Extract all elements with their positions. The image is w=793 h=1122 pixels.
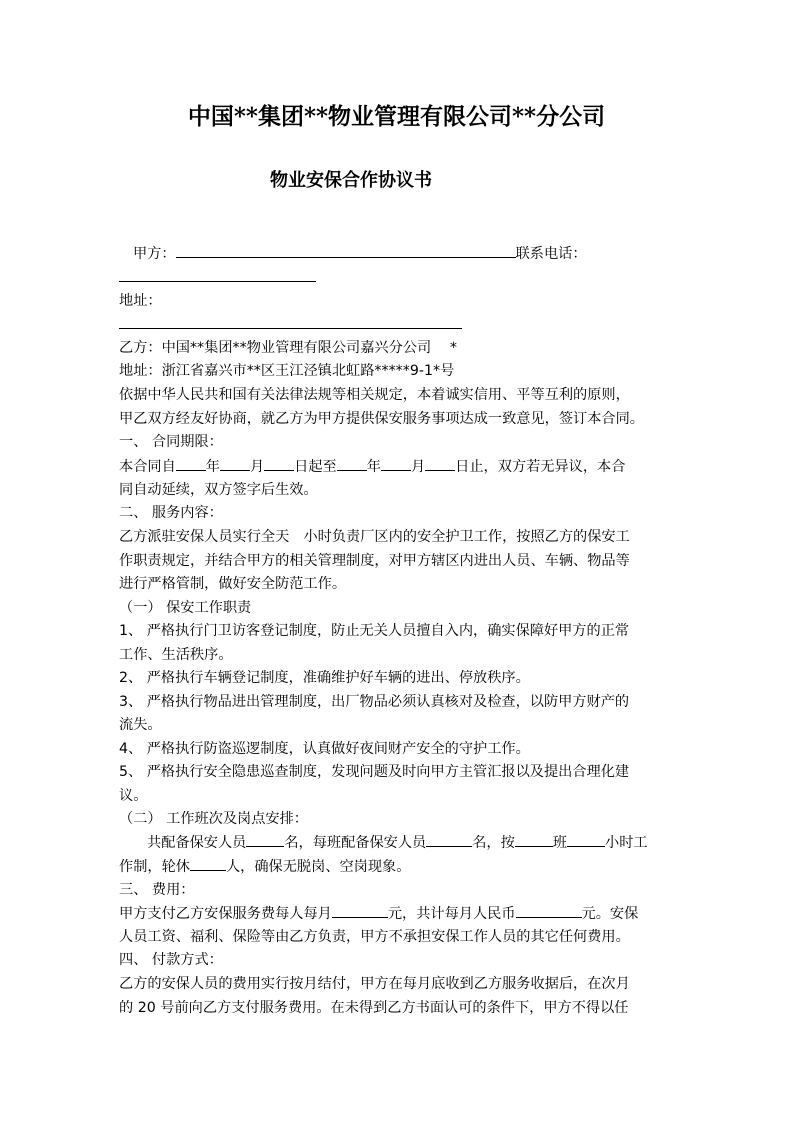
shift-text: 共配备保安人员 (147, 835, 247, 851)
service-line: 乙方派驻安保人员实行全天 小时负责厂区内的安全护卫工作，按照乙方的保安工 (119, 529, 630, 545)
address-blank (119, 315, 462, 329)
party-a-label: 甲方： (133, 246, 176, 262)
shift-text: 小时工 (605, 835, 648, 851)
duty-line: 议。 (119, 788, 148, 804)
duty-line: 3、 严格执行物品进出管理制度，出厂物品必须认真核对及检查，以防甲方财产的 (119, 694, 630, 710)
shift-text: 作制，轮休 (119, 859, 190, 875)
section-4-heading: 四、 付款方式： (119, 952, 223, 968)
shift-line-1 (147, 833, 648, 852)
term-text: 年 (366, 459, 381, 475)
agreement-title: 物业安保合作协议书 (270, 170, 432, 191)
address-label: 地址： (119, 293, 162, 309)
term-text: 本合同自 (119, 459, 176, 475)
total-fee-blank (516, 904, 582, 918)
monthly-fee-blank (332, 904, 388, 918)
shift-text: 班 (552, 835, 567, 851)
section-1-heading: 一、 合同期限： (119, 434, 223, 450)
total-guards-blank (246, 833, 284, 847)
contact-blank (119, 268, 316, 282)
shift-text: 名，每班配备保安人员 (284, 835, 427, 851)
end-day-blank (425, 457, 455, 471)
party-a-blank (176, 244, 516, 258)
section-2-heading: 二、 服务内容： (119, 505, 223, 521)
fee-line-1 (119, 904, 638, 923)
shift-text: 名，按 (472, 835, 515, 851)
party-a-line (133, 244, 587, 263)
duty-line: 1、 严格执行门卫访客登记制度，防止无关人员擅自入内，确实保障好甲方的正常 (119, 623, 630, 639)
rotation-blank (190, 857, 226, 871)
start-day-blank (264, 457, 294, 471)
fee-text: 元，共计每月人民币 (387, 906, 516, 922)
term-text: 月 (410, 459, 426, 475)
subsection-2-heading: （二） 工作班次及岗点安排： (119, 811, 308, 827)
payment-line: 乙方的安保人员的费用实行按月结付，甲方在每月底收到乙方服务收据后，在次月 (119, 976, 630, 992)
subsection-1-heading: （一） 保安工作职责 (119, 600, 252, 616)
per-shift-guards-blank (426, 833, 472, 847)
fee-text: 元。安保 (581, 906, 639, 922)
contract-term-line-2: 同自动延续，双方签字后生效。 (119, 482, 318, 498)
service-line: 作职责规定，并结合甲方的相关管理制度，对甲方辖区内进出人员、车辆、物品等 (119, 553, 630, 569)
contract-term-line (119, 457, 625, 476)
contact-blank-line (119, 268, 316, 287)
start-year-blank (176, 457, 206, 471)
end-month-blank (381, 457, 411, 471)
duty-line: 4、 严格执行防盗巡逻制度，认真做好夜间财产安全的守护工作。 (119, 741, 530, 757)
contact-label: 联系电话： (515, 246, 587, 262)
payment-line: 的 20 号前向乙方支付服务费用。在未得到乙方书面认可的条件下，甲方不得以任 (119, 1000, 629, 1016)
service-line: 进行严格管制，做好安全防范工作。 (119, 576, 347, 592)
term-text: 年 (205, 459, 220, 475)
term-text: 日起至 (294, 459, 337, 475)
intro-line-2: 甲乙双方经友好协商，就乙方为甲方提供保安服务事项达成一致意见，签订本合同。 (119, 411, 644, 427)
fee-text: 甲方支付乙方安保服务费每人每月 (119, 906, 332, 922)
company-title: 中国**集团**物业管理有限公司**分公司 (187, 103, 606, 130)
term-text: 日止，双方若无异议，本合 (455, 459, 626, 475)
section-3-heading: 三、 费用： (119, 882, 195, 898)
shift-count-blank (515, 833, 553, 847)
fee-line-2: 人员工资、福利、保险等由乙方负责，甲方不承担安保工作人员的其它任何费用。 (119, 929, 630, 945)
shift-line-2 (119, 857, 410, 876)
start-month-blank (220, 457, 250, 471)
shift-text: 人，确保无脱岗、空岗现象。 (225, 859, 411, 875)
intro-line-1: 依据中华人民共和国有关法律法规等相关规定，本着诚实信用、平等互利的原则， (119, 387, 630, 403)
duty-line: 工作、生活秩序。 (119, 647, 233, 663)
duty-line: 5、 严格执行安全隐患巡查制度，发现问题及时向甲方主管汇报以及提出合理化建 (119, 764, 630, 780)
party-b: 乙方：中国**集团**物业管理有限公司嘉兴分公司 * (119, 340, 457, 356)
party-b-address: 地址：浙江省嘉兴市**区王江泾镇北虹路*****9-1*号 (119, 363, 455, 379)
term-text: 月 (249, 459, 265, 475)
end-year-blank (337, 457, 367, 471)
duty-line: 流失。 (119, 717, 162, 733)
hours-blank (567, 833, 605, 847)
address-blank-line (119, 315, 462, 334)
duty-line: 2、 严格执行车辆登记制度，准确维护好车辆的进出、停放秩序。 (119, 670, 530, 686)
